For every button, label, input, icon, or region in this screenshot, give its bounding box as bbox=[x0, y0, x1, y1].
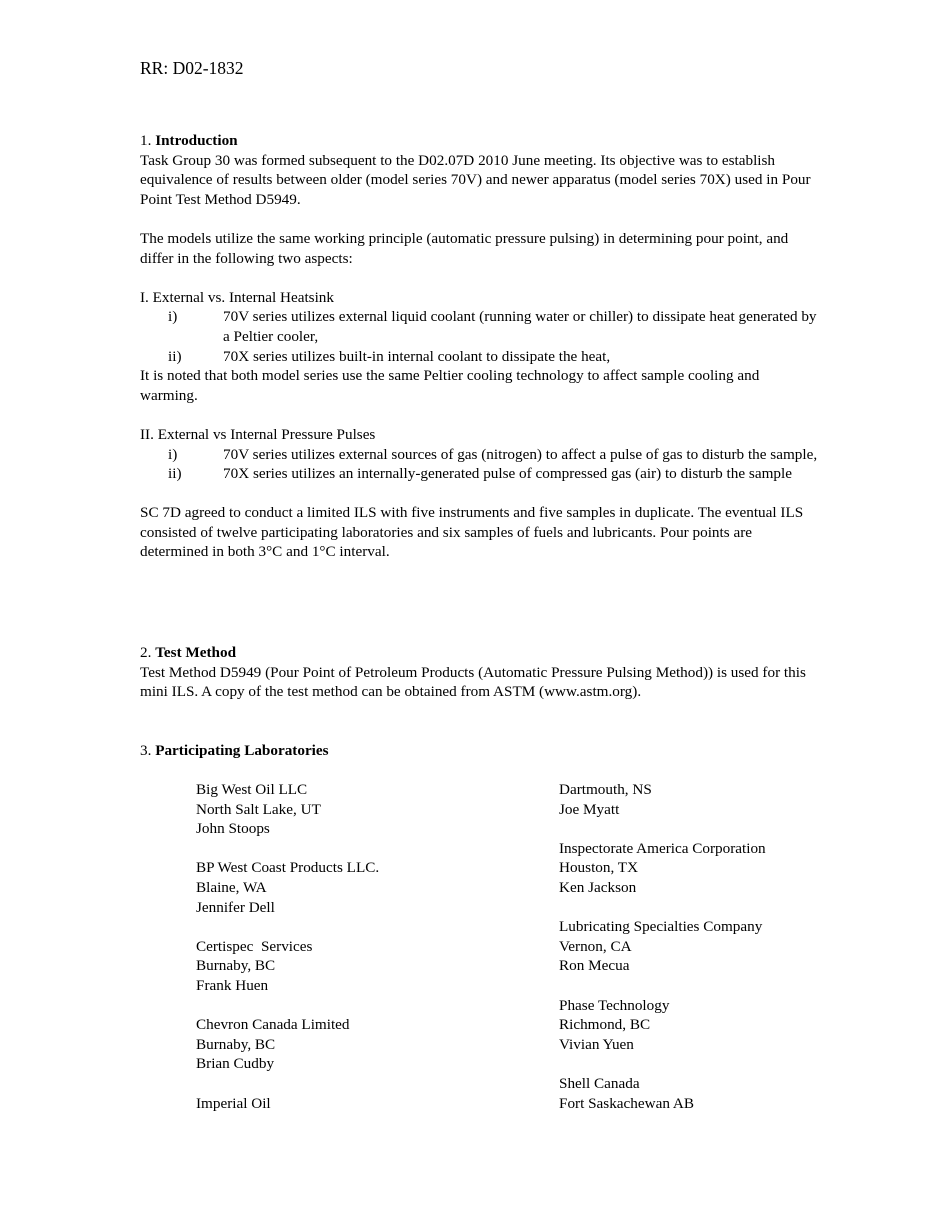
aspect-heading-heatsink: I. External vs. Internal Heatsink bbox=[140, 288, 334, 306]
list-item bbox=[140, 464, 820, 484]
lab-entry bbox=[196, 858, 496, 917]
document-reference: RR: D02-1832 bbox=[140, 58, 244, 78]
lab-location: Fort Saskachewan AB bbox=[559, 1094, 694, 1112]
section-number: 3. bbox=[140, 742, 156, 759]
section-heading bbox=[140, 131, 820, 151]
lab-location: North Salt Lake, UT bbox=[196, 800, 321, 818]
labs-right-column bbox=[559, 780, 859, 1133]
lab-entry bbox=[559, 839, 859, 898]
lab-contact: Brian Cudby bbox=[196, 1055, 275, 1073]
lab-location: Vernon, CA bbox=[559, 937, 632, 955]
lab-location: Dartmouth, NS bbox=[559, 781, 652, 798]
section-title: Test Method bbox=[155, 644, 237, 661]
lab-contact: Frank Huen bbox=[196, 976, 269, 994]
list-marker: i) bbox=[168, 308, 178, 326]
heatsink-note: It is noted that both model series use the same Peltier cooling technology to affect sample cooling and warming. bbox=[140, 367, 760, 404]
list-item bbox=[140, 347, 820, 367]
aspect-heading-pressure: II. External vs Internal Pressure Pulses bbox=[140, 425, 376, 443]
lab-entry bbox=[196, 780, 496, 839]
list-text: 70V series utilizes external liquid coolant (running water or chiller) to dissipate heat generated by a Peltier cooler, bbox=[223, 308, 817, 345]
lab-entry bbox=[196, 1015, 496, 1074]
section-number: 1. bbox=[140, 132, 156, 149]
section-title: Introduction bbox=[155, 132, 238, 149]
labs-left-column bbox=[196, 780, 496, 1133]
lab-contact: Joe Myatt bbox=[559, 800, 620, 818]
lab-contact: Jennifer Dell bbox=[196, 898, 275, 916]
lab-location: Burnaby, BC bbox=[196, 1035, 276, 1053]
list-text: 70V series utilizes external sources of gas (nitrogen) to affect a pulse of gas to disturb the sample, bbox=[223, 445, 818, 463]
lab-entry-continued bbox=[559, 780, 859, 819]
lab-entry bbox=[559, 996, 859, 1055]
lab-location: Blaine, WA bbox=[196, 878, 267, 896]
test-method-paragraph: Test Method D5949 (Pour Point of Petroleum Products (Automatic Pressure Pulsing Method)) is used for this mini ILS. A copy of the test method can be obtained from ASTM (www.astm.org). bbox=[140, 663, 806, 701]
section-test-method bbox=[140, 643, 820, 702]
section-labs-heading bbox=[140, 741, 820, 761]
lab-entry bbox=[559, 917, 859, 976]
list-text: 70X series utilizes an internally-generated pulse of compressed gas (air) to disturb the sample bbox=[223, 465, 792, 483]
section-heading bbox=[140, 643, 820, 663]
list-item bbox=[140, 307, 820, 346]
lab-contact: John Stoops bbox=[196, 820, 270, 838]
lab-entry bbox=[196, 1094, 496, 1114]
list-text: 70X series utilizes built-in internal coolant to dissipate the heat, bbox=[223, 347, 611, 365]
list-marker: ii) bbox=[168, 347, 182, 365]
section-title: Participating Laboratories bbox=[155, 742, 329, 759]
intro-paragraph-2: The models utilize the same working principle (automatic pressure pulsing) in determining pour point, and differ in the following two aspects: bbox=[140, 229, 789, 267]
lab-location: Burnaby, BC bbox=[196, 957, 276, 975]
lab-location: Richmond, BC bbox=[559, 1016, 651, 1034]
lab-name: BP West Coast Products LLC. bbox=[196, 859, 380, 877]
lab-contact: Vivian Yuen bbox=[559, 1035, 634, 1053]
lab-contact: Ron Mecua bbox=[559, 957, 630, 975]
section-heading bbox=[140, 741, 820, 761]
section-number: 2. bbox=[140, 644, 156, 661]
lab-entry bbox=[196, 937, 496, 996]
list-marker: i) bbox=[168, 445, 178, 463]
lab-location: Houston, TX bbox=[559, 859, 639, 877]
lab-contact: Ken Jackson bbox=[559, 878, 637, 896]
lab-name: Phase Technology bbox=[559, 996, 670, 1014]
lab-name: Chevron Canada Limited bbox=[196, 1016, 350, 1034]
lab-entry bbox=[559, 1074, 859, 1113]
lab-name: Certispec Services bbox=[196, 937, 313, 955]
list-marker: ii) bbox=[168, 465, 182, 483]
lab-name: Lubricating Specialties Company bbox=[559, 918, 763, 936]
lab-name: Imperial Oil bbox=[196, 1094, 271, 1112]
list-item bbox=[140, 445, 820, 465]
lab-name: Inspectorate America Corporation bbox=[559, 839, 766, 857]
lab-name: Big West Oil LLC bbox=[196, 781, 308, 798]
section-introduction bbox=[140, 131, 820, 562]
lab-name: Shell Canada bbox=[559, 1074, 640, 1092]
intro-paragraph-1: Task Group 30 was formed subsequent to the D02.07D 2010 June meeting. Its objective was to establish equivalence of results between older (model series 70V) and newer apparatus (model series 70X) used in Pour Point Test Method D5949. bbox=[140, 151, 811, 208]
intro-paragraph-3: SC 7D agreed to conduct a limited ILS with five instruments and five samples in duplicate. The eventual ILS consisted of twelve participating laboratories and six samples of fuels and lubricants. Pour points are determined in both 3°C and 1°C interval. bbox=[140, 504, 804, 561]
